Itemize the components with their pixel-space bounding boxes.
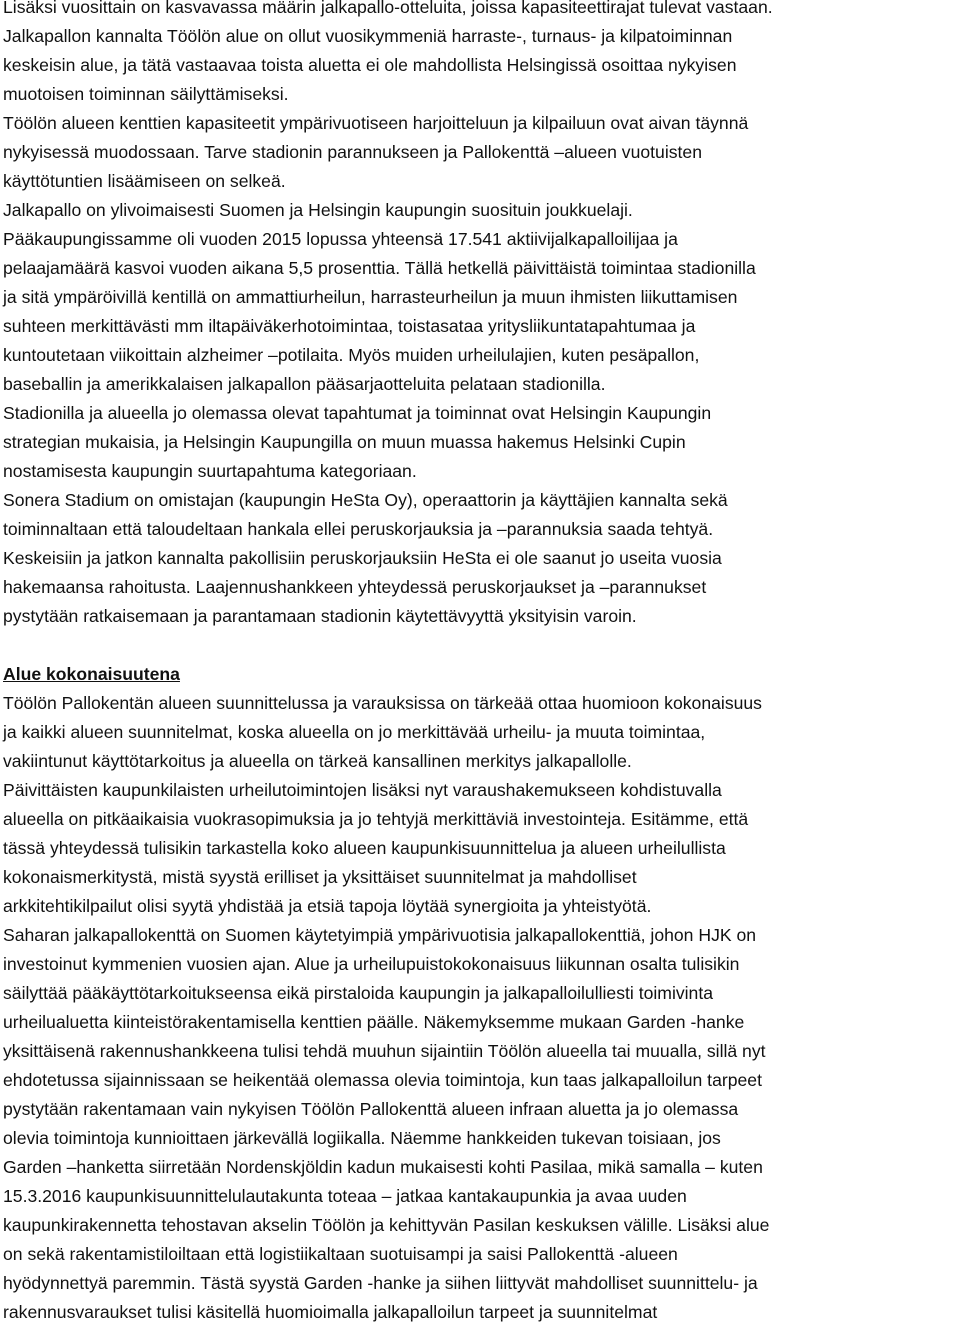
text-line: Saharan jalkapallokenttä on Suomen käytetyimpiä ympärivuotisia jalkapallokenttiä, johon HJK on xyxy=(3,925,757,945)
document-page xyxy=(3,0,959,1327)
text-line: Töölön alueen kenttien kapasiteetit ympärivuotiseen harjoitteluun ja kilpailuun ovat aivan täynnä xyxy=(3,113,749,133)
text-line: alueella on pitkäaikaisia vuokrasopimuksia ja jo tehtyjä merkittäviä investointeja. Esitämme, että xyxy=(3,809,749,829)
text-line: Jalkapallon kannalta Töölön alue on ollut vuosikymmeniä harraste-, turnaus- ja kilpatoiminnan xyxy=(3,26,733,46)
text-line: pelaajamäärä kasvoi vuoden aikana 5,5 prosenttia. Tällä hetkellä päivittäistä toimintaa stadionilla xyxy=(3,258,756,278)
text-line: vakiintunut käyttötarkoitus ja alueella on tärkeä kansallinen merkitys jalkapallolle. xyxy=(3,751,632,771)
text-line: kuntoutetaan viikoittain alzheimer –potilaita. Myös muiden urheilulajien, kuten pesäpallon, xyxy=(3,345,700,365)
text-line: suhteen merkittävästi mm iltapäiväkerhotoimintaa, toistasataa yritysliikuntatapahtumaa ja xyxy=(3,316,696,336)
section-heading: Alue kokonaisuutena xyxy=(3,664,180,684)
text-line: pystytään rakentamaan vain nykyisen Töölön Pallokenttä alueen infraan aluetta ja jo olemassa xyxy=(3,1099,739,1119)
text-line: ja kaikki alueen suunnitelmat, koska alueella on jo merkittävää urheilu- ja muuta toimintaa, xyxy=(3,722,706,742)
text-line: ehdotetussa sijainnissaan se heikentää olemassa olevia toimintoja, kun taas jalkapalloilun tarpeet xyxy=(3,1070,762,1090)
text-line: on sekä rakentamistiloiltaan että logistiikaltaan suotuisampi ja saisi Pallokenttä -alueen xyxy=(3,1244,678,1264)
text-line: arkkitehtikilpailut olisi syytä yhdistää ja etsiä tapoja löytää synergioita ja yhteistyötä. xyxy=(3,896,652,916)
text-line: tässä yhteydessä tulisikin tarkastella koko alueen kaupunkisuunnittelua ja alueen urheilullista xyxy=(3,838,726,858)
text-line: keskeisin alue, ja tätä vastaavaa toista aluetta ei ole mahdollista Helsingissä osoittaa nykyisen xyxy=(3,55,737,75)
text-line: kokonaismerkitystä, mistä syystä erilliset ja yksittäiset suunnitelmat ja mahdolliset xyxy=(3,867,637,887)
text-line: hyödynnettyä paremmin. Tästä syystä Garden -hanke ja siihen liittyvät mahdolliset suunnittelu- ja xyxy=(3,1273,758,1293)
section-body xyxy=(3,689,959,1327)
text-line: olevia toimintoja kunnioittaen järkevällä logiikalla. Näemme hankkeiden tukevan toisiaan, jos xyxy=(3,1128,721,1148)
text-line: säilyttää pääkäyttötarkoitukseensa eikä pirstaloida kaupungin ja jalkapalloilulliesti toimivinta xyxy=(3,983,714,1003)
text-line: yksittäisenä rakennushankkeena tulisi tehdä muuhun sijaintiin Töölön alueella tai muualla, sillä nyt xyxy=(3,1041,766,1061)
text-line: Stadionilla ja alueella jo olemassa olevat tapahtumat ja toiminnat ovat Helsingin Kaupungin xyxy=(3,403,712,423)
text-line: Sonera Stadium on omistajan (kaupungin HeSta Oy), operaattorin ja käyttäjien kannalta sekä xyxy=(3,490,728,510)
text-line: baseballin ja amerikkalaisen jalkapallon pääsarjaotteluita pelataan stadionilla. xyxy=(3,374,606,394)
text-line: hakemaansa rahoitusta. Laajennushankkeen yhteydessä peruskorjaukset ja –parannukset xyxy=(3,577,707,597)
intro-block xyxy=(3,0,959,631)
text-line: strategian mukaisia, ja Helsingin Kaupungilla on muun muassa hakemus Helsinki Cupin xyxy=(3,432,686,452)
text-line: Lisäksi vuosittain on kasvavassa määrin jalkapallo-otteluita, joissa kapasiteettirajat tulevat vastaan. xyxy=(3,0,773,17)
text-line: Keskeisiin ja jatkon kannalta pakollisiin peruskorjauksiin HeSta ei ole saanut jo useita vuosia xyxy=(3,548,722,568)
text-line: Jalkapallo on ylivoimaisesti Suomen ja Helsingin kaupungin suosituin joukkuelaji. xyxy=(3,200,633,220)
text-line: urheilualuetta kiinteistörakentamisella kenttien päälle. Näkemyksemme mukaan Garden -hanke xyxy=(3,1012,745,1032)
text-line: kaupunkirakennetta tehostavan akselin Töölön ja kehittyvän Pasilan keskuksen välille. Lisäksi alue xyxy=(3,1215,770,1235)
text-line: Päivittäisten kaupunkilaisten urheilutoimintojen lisäksi nyt varaushakemukseen kohdistuvalla xyxy=(3,780,722,800)
text-line: pystytään ratkaisemaan ja parantamaan stadionin käytettävyyttä yksityisin varoin. xyxy=(3,606,637,626)
text-line: käyttötuntien lisäämiseen on selkeä. xyxy=(3,171,286,191)
text-line: nykyisessä muodossaan. Tarve stadionin parannukseen ja Pallokenttä –alueen vuotuisten xyxy=(3,142,702,162)
text-line: investoinut kymmenien vuosien ajan. Alue ja urheilupuistokokonaisuus liikunnan osalta tulisikin xyxy=(3,954,740,974)
section-gap xyxy=(3,631,959,660)
text-line: muotoisen toiminnan säilyttämiseksi. xyxy=(3,84,289,104)
text-line: 15.3.2016 kaupunkisuunnittelulautakunta toteaa – jatkaa kantakaupunkia ja avaa uuden xyxy=(3,1186,687,1206)
text-line: rakennusvaraukset tulisi käsitellä huomioimalla jalkapalloilun tarpeet ja suunnitelmat xyxy=(3,1302,658,1322)
text-line: Garden –hanketta siirretään Nordenskjöldin kadun mukaisesti kohti Pasilaa, mikä samalla – kuten xyxy=(3,1157,763,1177)
text-line: toiminnaltaan että taloudeltaan hankala ellei peruskorjauksia ja –parannuksia saada tehtyä. xyxy=(3,519,714,539)
text-line: Pääkaupungissamme oli vuoden 2015 lopussa yhteensä 17.541 aktiivijalkapalloilijaa ja xyxy=(3,229,678,249)
text-line: ja sitä ympäröivillä kentillä on ammattiurheilun, harrasteurheilun ja muun ihmisten liikuttamisen xyxy=(3,287,738,307)
text-line: nostamisesta kaupungin suurtapahtuma kategoriaan. xyxy=(3,461,417,481)
text-line: Töölön Pallokentän alueen suunnittelussa ja varauksissa on tärkeää ottaa huomioon kokonaisuus xyxy=(3,693,762,713)
